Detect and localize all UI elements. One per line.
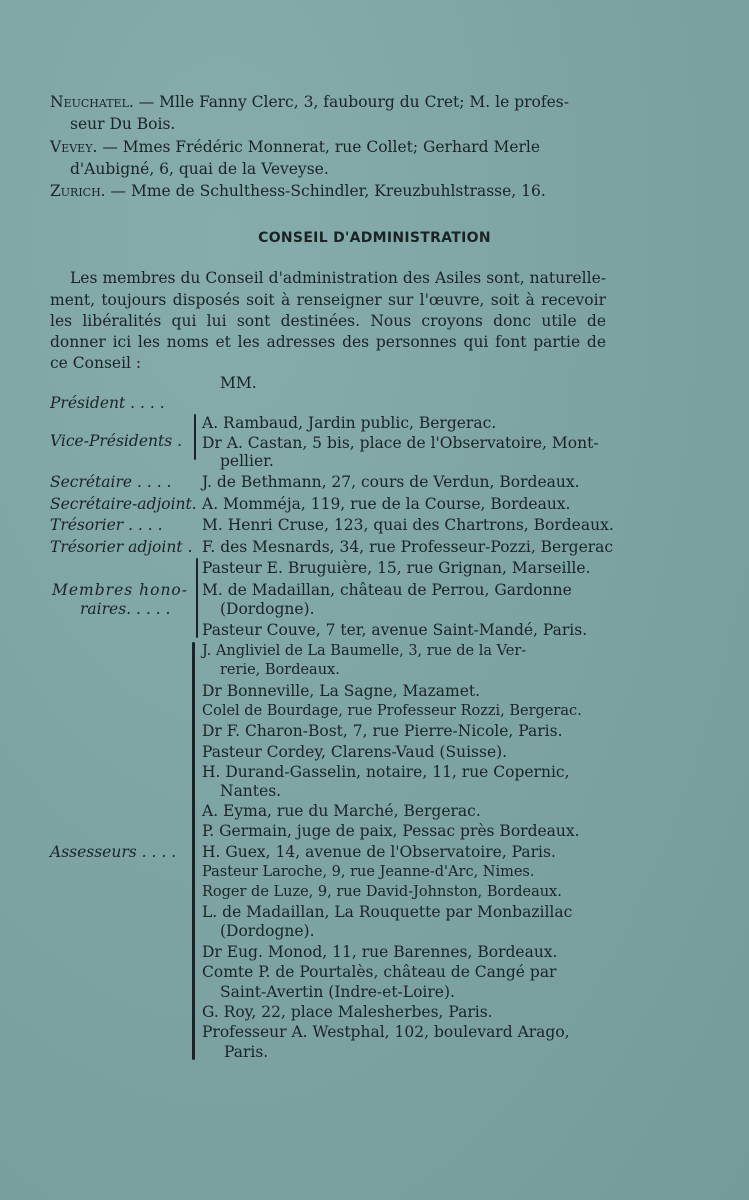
member-entry: Comte P. de Pourtalès, château de Cangé par [202,963,557,981]
intro-line: Les membres du Conseil d'administration des Asiles sont, naturelle- [70,269,606,287]
member-entry: J. Angliviel de La Baumelle, 3, rue de la Ver- [202,643,527,659]
member-entry: M. Henri Cruse, 123, quai des Chartrons, Bordeaux. [202,516,614,534]
member-entry: L. de Madaillan, La Rouquette par Monbazillac [202,903,573,921]
member-entry: F. des Mesnards, 34, rue Professeur-Pozzi, Bergerac [202,538,614,556]
role-assesseurs: Assesseurs . . . . [50,843,177,861]
member-entry: P. Germain, juge de paix, Pessac près Bordeaux. [202,822,580,840]
member-entry: Colel de Bourdage, rue Professeur Rozzi, Bergerac. [202,703,582,719]
city-name: Vevey. [50,138,98,156]
role-secretaire-adjoint: Secrétaire-adjoint. [50,495,197,513]
member-entry: Dr A. Castan, 5 bis, place de l'Observatoire, Mont- [202,434,599,452]
city-text: — Mlle Fanny Clerc, 3, faubourg du Cret; M. le profes- [133,93,569,111]
member-entry: Dr Bonneville, La Sagne, Mazamet. [202,682,481,700]
city-line [50,181,546,201]
member-entry: Dr F. Charon-Bost, 7, rue Pierre-Nicole, Paris. [202,722,563,740]
member-entry: Professeur A. Westphal, 102, boulevard Arago, [202,1023,570,1041]
member-entry: G. Roy, 22, place Malesherbes, Paris. [202,1003,493,1021]
member-entry: M. de Madaillan, château de Perrou, Gardonne [202,581,572,599]
member-entry-cont: pellier. [220,452,274,470]
city-line-cont: seur Du Bois. [70,115,176,133]
role-tresorier: Trésorier . . . . [50,516,163,534]
member-entry: A. Momméja, 119, rue de la Course, Bordeaux. [202,495,571,513]
member-entry-cont: Paris. [224,1043,269,1061]
city-line [50,137,540,157]
city-name: Zurich. [50,182,106,200]
member-entry: Dr Eug. Monod, 11, rue Barennes, Bordeaux. [202,943,558,961]
member-entry: H. Durand-Gasselin, notaire, 11, rue Copernic, [202,763,570,781]
intro-line: ce Conseil : [50,354,142,372]
member-entry-cont: Saint-Avertin (Indre-et-Loire). [220,983,455,1001]
city-line-cont: d'Aubigné, 6, quai de la Veveyse. [70,160,329,178]
brace-assesseurs [192,642,195,1060]
brace-vice [194,414,196,460]
role-secretaire: Secrétaire . . . . [50,473,172,491]
member-entry-cont: rerie, Bordeaux. [220,662,340,678]
role-vice-presidents: Vice-Présidents . [50,432,183,450]
section-heading: CONSEIL D'ADMINISTRATION [258,230,491,246]
city-text: — Mmes Frédéric Monnerat, rue Collet; Gerhard Merle [97,138,541,156]
member-entry: A. Rambaud, Jardin public, Bergerac. [202,414,497,432]
city-name: Neuchatel. [50,93,134,111]
intro-line: donner ici les noms et les adresses des personnes qui font partie de [50,333,606,351]
member-entry-cont: (Dordogne). [220,922,315,940]
intro-line: les libéralités qui lui sont destinées. Nous croyons donc utile de [50,312,606,330]
member-entry: Pasteur Cordey, Clarens-Vaud (Suisse). [202,743,508,761]
member-entry: A. Eyma, rue du Marché, Bergerac. [202,802,481,820]
member-entry: Pasteur Couve, 7 ter, avenue Saint-Mandé, Paris. [202,621,588,639]
member-entry: Pasteur E. Bruguière, 15, rue Grignan, Marseille. [202,559,591,577]
member-entry-cont: (Dordogne). [220,600,315,618]
mm-label: MM. [220,374,257,392]
role-tresorier-adjoint: Trésorier adjoint . [50,538,193,556]
intro-line: ment, toujours disposés soit à renseigner sur l'œuvre, soit à recevoir [50,291,606,309]
member-entry: H. Guex, 14, avenue de l'Observatoire, Paris. [202,843,556,861]
member-entry-cont: Nantes. [220,782,282,800]
member-entry: Roger de Luze, 9, rue David-Johnston, Bordeaux. [202,884,562,900]
role-membres-honoraires-cont: raires. . . . . [80,600,171,618]
city-text: — Mme de Schulthess-Schindler, Kreuzbuhlstrasse, 16. [105,182,546,200]
role-membres-honoraires: Membres hono- [52,581,188,599]
member-entry: J. de Bethmann, 27, cours de Verdun, Bordeaux. [202,473,580,491]
member-entry: Pasteur Laroche, 9, rue Jeanne-d'Arc, Nimes. [202,864,535,880]
brace-membres [196,558,198,638]
role-president: Président . . . . [50,394,165,412]
city-line [50,92,569,112]
